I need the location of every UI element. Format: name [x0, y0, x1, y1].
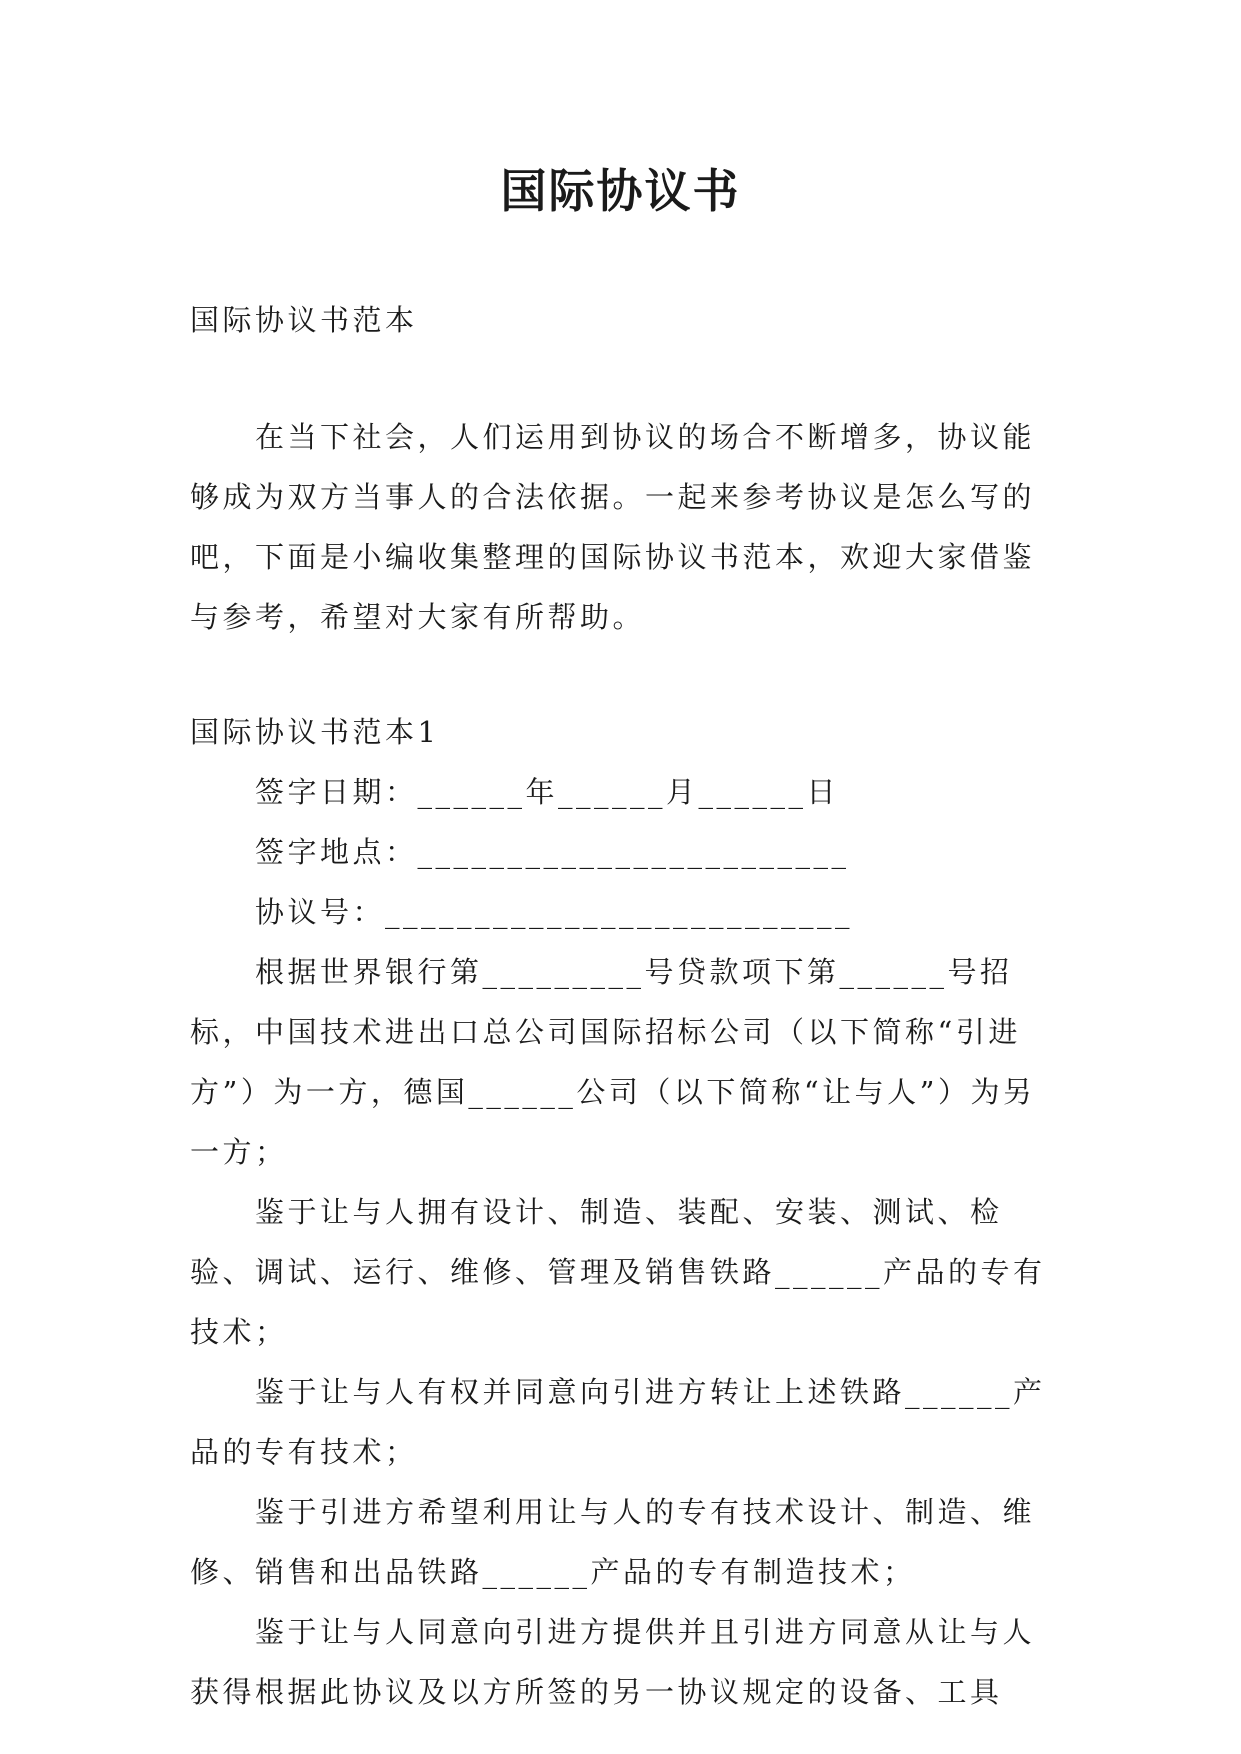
- body-paragraph: 鉴于让与人有权并同意向引进方转让上述铁路______产品的专有技术；: [190, 1375, 1046, 1469]
- body-paragraph: 根据世界银行第_________号贷款项下第______号招标，中国技术进出口总公司国际招标公司（以下简称“引进方”）为一方，德国______公司（以下简称“让与人”）为另一方；: [190, 955, 1036, 1169]
- body-paragraph: 鉴于让与人拥有设计、制造、装配、安装、测试、检验、调试、运行、维修、管理及销售铁路______产品的专有技术；: [190, 1195, 1046, 1349]
- body-paragraph: 鉴于让与人同意向引进方提供并且引进方同意从让与人获得根据此协议及以方所签的另一协议规定的设备、工具: [190, 1615, 1036, 1709]
- body-paragraph: 鉴于引进方希望利用让与人的专有技术设计、制造、维修、销售和出品铁路______产品的专有制造技术；: [190, 1495, 1036, 1589]
- agreement-number-line: 协议号：__________________________: [255, 895, 854, 929]
- document-body: [190, 290, 1060, 1722]
- sign-date-line: 签字日期：______年______月______日: [255, 775, 840, 809]
- section-heading: 国际协议书范本1: [190, 715, 440, 749]
- document-subtitle: 国际协议书范本: [190, 303, 418, 337]
- intro-paragraph: 在当下社会，人们运用到协议的场合不断增多，协议能够成为双方当事人的合法依据。一起来参考协议是怎么写的吧，下面是小编收集整理的国际协议书范本，欢迎大家借鉴与参考，希望对大家有所帮助。: [190, 420, 1036, 634]
- document-title: 国际协议书: [500, 164, 741, 218]
- sign-place-line: 签字地点：________________________: [255, 835, 850, 869]
